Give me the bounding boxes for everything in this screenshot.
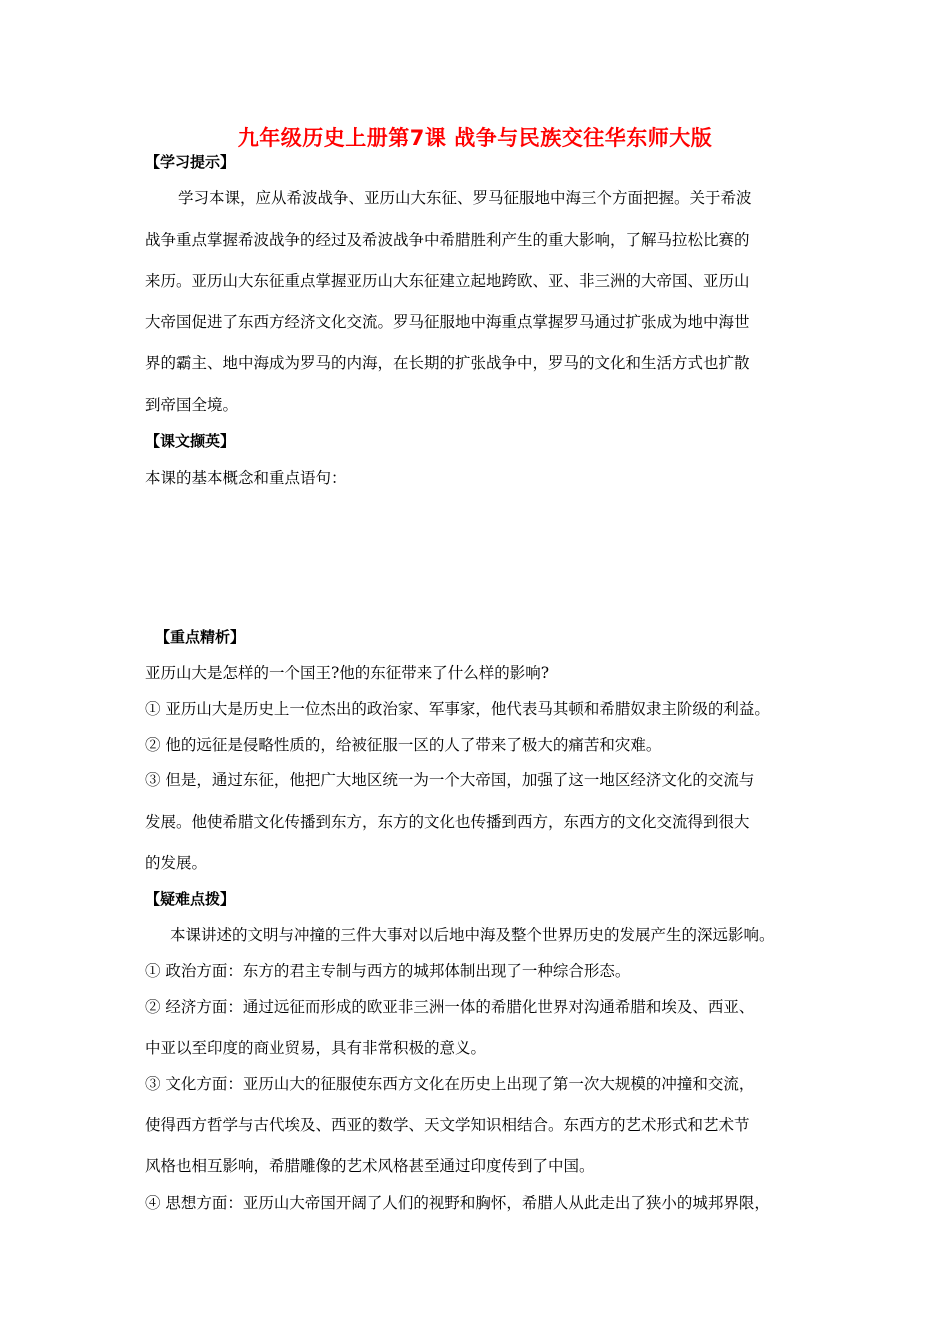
section-heading-key-points: 【重点精析】 bbox=[155, 628, 246, 646]
difficulties-line: 本课讲述的文明与冲撞的三件大事对以后地中海及整个世界历史的发展产生的深远影响。 bbox=[170, 926, 775, 944]
key-points-line: 亚历山大是怎样的一个国王?他的东征带来了什么样的影响? bbox=[145, 664, 550, 682]
section-heading-difficulties: 【疑难点拨】 bbox=[145, 890, 236, 908]
key-points-line: ② 他的远征是侵略性质的，给被征服一区的人了带来了极大的痛苦和灾难。 bbox=[145, 736, 662, 754]
key-points-line: 的发展。 bbox=[145, 854, 208, 872]
tips-line: 界的霸主、地中海成为罗马的内海，在长期的扩张战争中，罗马的文化和生活方式也扩散 bbox=[145, 354, 750, 372]
key-points-line: ① 亚历山大是历史上一位杰出的政治家、军事家，他代表马其顿和希腊奴隶主阶级的利益。 bbox=[145, 700, 770, 718]
tips-line: 到帝国全境。 bbox=[145, 396, 239, 414]
difficulties-line: ④ 思想方面：亚历山大帝国开阔了人们的视野和胸怀，希腊人从此走出了狭小的城邦界限， bbox=[145, 1194, 770, 1212]
difficulties-line: 使得西方哲学与古代埃及、西亚的数学、天文学知识相结合。东西方的艺术形式和艺术节 bbox=[145, 1116, 750, 1134]
key-points-line: 发展。他使希腊文化传播到东方，东方的文化也传播到西方，东西方的文化交流得到很大 bbox=[145, 813, 750, 831]
difficulties-line: 风格也相互影响，希腊雕像的艺术风格甚至通过印度传到了中国。 bbox=[145, 1157, 595, 1175]
tips-line: 大帝国促进了东西方经济文化交流。罗马征服地中海重点掌握罗马通过扩张成为地中海世 bbox=[145, 313, 750, 331]
key-points-line: ③ 但是，通过东征，他把广大地区统一为一个大帝国，加强了这一地区经济文化的交流与 bbox=[145, 771, 755, 789]
difficulties-line: ② 经济方面：通过远征而形成的欧亚非三洲一体的希腊化世界对沟通希腊和埃及、西亚、 bbox=[145, 998, 755, 1016]
tips-line: 战争重点掌握希波战争的经过及希波战争中希腊胜利产生的重大影响，了解马拉松比赛的 bbox=[145, 231, 750, 249]
section-heading-tips: 【学习提示】 bbox=[145, 153, 236, 171]
difficulties-line: 中亚以至印度的商业贸易，具有非常积极的意义。 bbox=[145, 1039, 487, 1057]
tips-line: 学习本课，应从希波战争、亚历山大东征、罗马征服地中海三个方面把握。关于希波 bbox=[178, 189, 752, 207]
document-title: 九年级历史上册第7课 战争与民族交往华东师大版 bbox=[237, 126, 713, 150]
tips-line: 来历。亚历山大东征重点掌握亚历山大东征建立起地跨欧、亚、非三洲的大帝国、亚历山 bbox=[145, 272, 750, 290]
difficulties-line: ③ 文化方面：亚历山大的征服使东西方文化在历史上出现了第一次大规模的冲撞和交流， bbox=[145, 1075, 755, 1093]
section-heading-excerpts: 【课文撷英】 bbox=[145, 432, 236, 450]
difficulties-line: ① 政治方面：东方的君主专制与西方的城邦体制出现了一种综合形态。 bbox=[145, 962, 631, 980]
excerpts-line: 本课的基本概念和重点语句： bbox=[145, 469, 347, 487]
